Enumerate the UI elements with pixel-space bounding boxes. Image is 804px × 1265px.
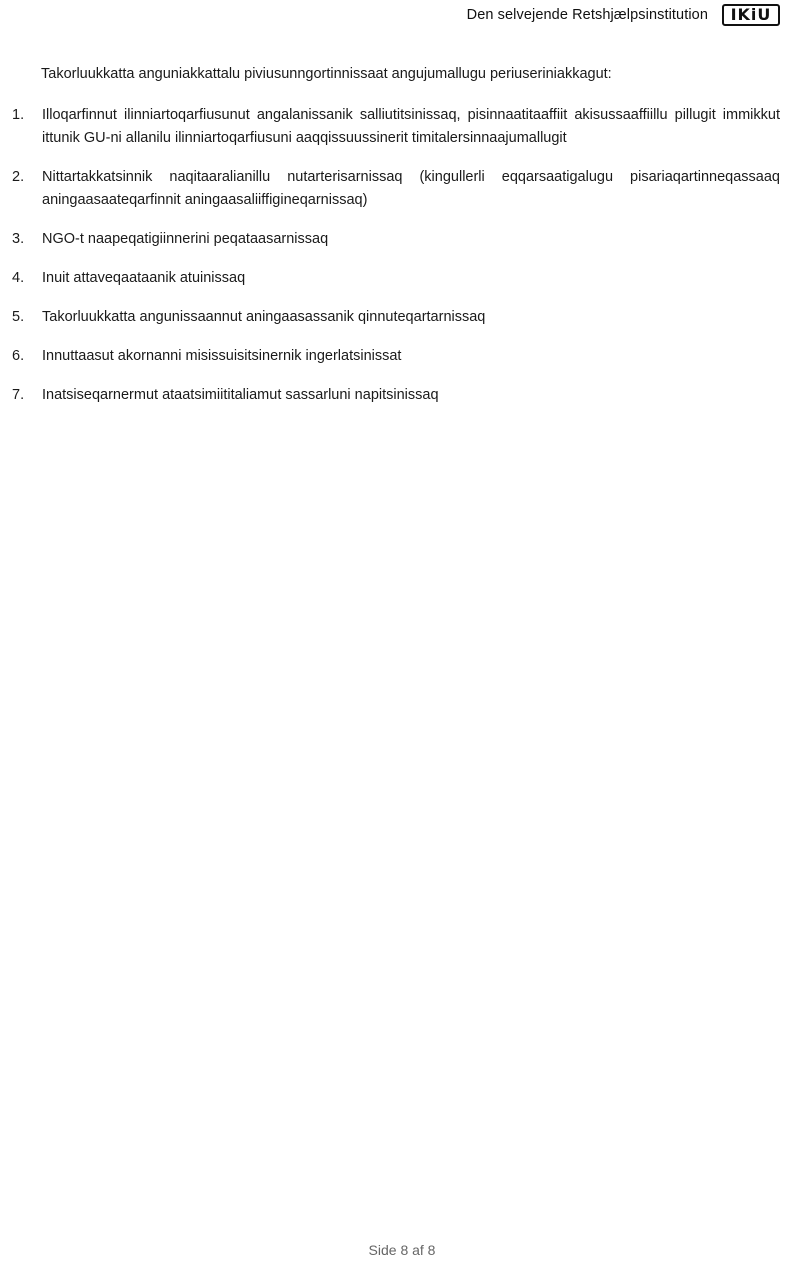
intro-paragraph: Takorluukkatta anguniakkattalu piviusunngortinnissaat angujumallugu periuseriniakkagut: — [41, 66, 612, 82]
list-item-text: Inatsiseqarnermut ataatsimiititaliamut sassarluni napitsinissaq — [42, 387, 439, 403]
list-item — [12, 306, 780, 329]
list-item — [12, 384, 780, 407]
list-item-number: 2. — [12, 169, 25, 185]
numbered-list — [12, 104, 780, 423]
page-header — [467, 4, 780, 26]
list-item-number: 4. — [12, 270, 25, 286]
list-item-text: Illoqarfinnut ilinniartoqarfiusunut angalanissanik salliutitsinissaq, pisinnaatitaaffiit akisussaaffiillu pillugit immikkut ittunik GU-ni allanilu ilinniartoqarfiusuni aaqqissuussinerit timitalersinnaajumallugit — [42, 107, 780, 146]
list-item-number: 7. — [12, 387, 25, 403]
list-item-text: NGO-t naapeqatigiinnerini peqataasarnissaq — [42, 231, 329, 247]
list-item — [12, 228, 780, 251]
list-item-number: 1. — [12, 107, 25, 123]
list-item-text: Inuit attaveqaataanik atuinissaq — [42, 270, 246, 286]
list-item-number: 6. — [12, 348, 25, 364]
list-item — [12, 166, 780, 212]
list-item-text: Takorluukkatta angunissaannut aningaasassanik qinnuteqartarnissaq — [42, 309, 486, 325]
organization-name: Den selvejende Retshjælpsinstitution — [466, 7, 708, 23]
ikiu-logo: IKiU — [722, 4, 780, 26]
list-item — [12, 345, 780, 368]
list-item-text: Innuttaasut akornanni misissuisitsinernik ingerlatsinissat — [42, 348, 402, 364]
list-item-number: 5. — [12, 309, 25, 325]
list-item — [12, 267, 780, 290]
page-number-footer: Side 8 af 8 — [368, 1242, 436, 1258]
list-item — [12, 104, 780, 150]
list-item-number: 3. — [12, 231, 25, 247]
list-item-text: Nittartakkatsinnik naqitaaralianillu nutarterisarnissaq (kingullerli eqqarsaatigalugu pisariaqartinneqassaaq aningaasaateqarfinnit aningaasaliiffigineqarnissaq) — [42, 169, 780, 208]
